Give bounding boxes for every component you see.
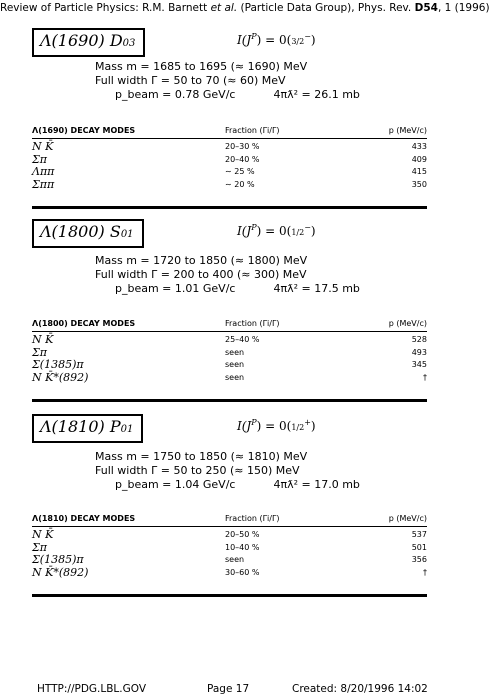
decay-mode-row	[32, 347, 427, 360]
decay-rows	[32, 334, 427, 384]
pages: , 1 (1996)	[437, 2, 490, 14]
particle-name-box	[32, 28, 145, 57]
table-rule	[32, 138, 427, 139]
decay-mode: N K̄*(892)	[32, 565, 89, 579]
momentum: 409	[411, 154, 427, 164]
branching-fraction: 20–40 %	[225, 154, 260, 164]
decay-mode: Λππ	[32, 165, 55, 178]
decay-rows	[32, 141, 427, 191]
momentum: 493	[411, 347, 427, 357]
branching-fraction: seen	[225, 347, 245, 357]
decay-mode-row	[32, 334, 427, 347]
decay-mode: Σππ	[32, 177, 55, 191]
branching-fraction: 10–40 %	[225, 542, 260, 552]
mass-line: Mass m = 1750 to 1850 (≈ 1810) MeV	[95, 450, 308, 463]
beam-line: p_beam = 1.04 GeV/c 4πƛ² = 17.0 mb	[115, 478, 360, 491]
decay-mode-row	[32, 141, 427, 154]
particle-name-box	[32, 414, 143, 443]
momentum: †	[423, 372, 427, 382]
width-line: Full width Γ = 50 to 250 (≈ 150) MeV	[95, 464, 300, 477]
momentum: 345	[411, 360, 427, 369]
table-rule	[32, 526, 427, 527]
decay-mode: N K̄*(892)	[32, 370, 89, 384]
particle-name-box	[32, 219, 144, 248]
journal-title: Review of Particle Physics:	[0, 2, 139, 14]
decay-mode: N K̄	[32, 528, 54, 541]
decay-mode-row	[32, 554, 427, 567]
mass-line: Mass m = 1685 to 1695 (≈ 1690) MeV	[95, 60, 308, 73]
decay-mode: Σπ	[32, 152, 48, 166]
branching-fraction: 30–60 %	[225, 567, 260, 577]
entry-end-rule	[32, 206, 427, 209]
table-rule	[32, 331, 427, 332]
decay-mode: Σπ	[32, 345, 48, 359]
group: (Particle Data Group), Phys. Rev.	[240, 2, 412, 14]
particle-name: Λ(1800) S	[40, 222, 121, 241]
branching-fraction: seen	[225, 360, 245, 369]
decay-mode-row	[32, 179, 427, 192]
decay-mode-row	[32, 542, 427, 555]
momentum: 537	[411, 530, 427, 539]
quantum-numbers: $I(J^P) = 0(1/2^-)$	[237, 223, 316, 238]
beam-line: p_beam = 1.01 GeV/c 4πƛ² = 17.5 mb	[115, 282, 360, 295]
footer-url: HTTP://PDG.LBL.GOV	[37, 683, 147, 695]
particle-name: Λ(1690) D	[40, 31, 123, 50]
momentum: 350	[411, 179, 427, 189]
momentum: 415	[411, 167, 427, 176]
properties	[95, 254, 360, 296]
volume: D54	[414, 2, 438, 14]
momentum: †	[423, 567, 427, 577]
momentum: 433	[411, 142, 427, 151]
entry-end-rule	[32, 399, 427, 402]
footer-page: Page 17	[207, 683, 250, 695]
decay-mode: Σ(1385)π	[32, 358, 84, 371]
particle-name: Λ(1810) P	[40, 417, 121, 436]
decay-mode-row	[32, 529, 427, 542]
entry-end-rule	[32, 594, 427, 597]
quantum-numbers: $I(J^P) = 0(1/2^+)$	[237, 418, 316, 433]
branching-fraction: 20–50 %	[225, 530, 260, 539]
page-header	[0, 2, 497, 14]
width-line: Full width Γ = 50 to 70 (≈ 60) MeV	[95, 74, 286, 87]
mass-line: Mass m = 1720 to 1850 (≈ 1800) MeV	[95, 254, 308, 267]
momentum: 528	[411, 335, 427, 344]
decay-mode: N K̄	[32, 333, 54, 346]
branching-fraction: ∼ 25 %	[225, 167, 255, 176]
branching-fraction: ∼ 20 %	[225, 179, 255, 189]
momentum: 501	[411, 542, 427, 552]
decay-mode-row	[32, 567, 427, 580]
branching-fraction: 25–40 %	[225, 335, 260, 344]
properties	[95, 450, 360, 492]
branching-fraction: 20–30 %	[225, 142, 260, 151]
footer-created: Created: 8/20/1996 14:02	[292, 683, 428, 695]
decay-mode: N K̄	[32, 140, 54, 153]
decay-mode-row	[32, 359, 427, 372]
momentum: 356	[411, 555, 427, 564]
beam-line: p_beam = 0.78 GeV/c 4πƛ² = 26.1 mb	[115, 88, 360, 101]
decay-mode-row	[32, 154, 427, 167]
decay-mode: Σ(1385)π	[32, 553, 84, 566]
width-line: Full width Γ = 200 to 400 (≈ 300) MeV	[95, 268, 307, 281]
partial-wave: 01	[120, 424, 134, 435]
decay-mode-row	[32, 166, 427, 179]
authors: R.M. Barnett	[142, 2, 208, 14]
decay-mode-row	[32, 372, 427, 385]
decay-mode: Σπ	[32, 540, 48, 554]
partial-wave: 01	[120, 229, 134, 240]
branching-fraction: seen	[225, 555, 245, 564]
properties	[95, 60, 360, 102]
etal: et al.	[210, 2, 238, 14]
quantum-numbers: $I(J^P) = 0(3/2^-)$	[237, 32, 316, 47]
branching-fraction: seen	[225, 372, 245, 382]
decay-rows	[32, 529, 427, 579]
partial-wave: 03	[122, 38, 136, 49]
